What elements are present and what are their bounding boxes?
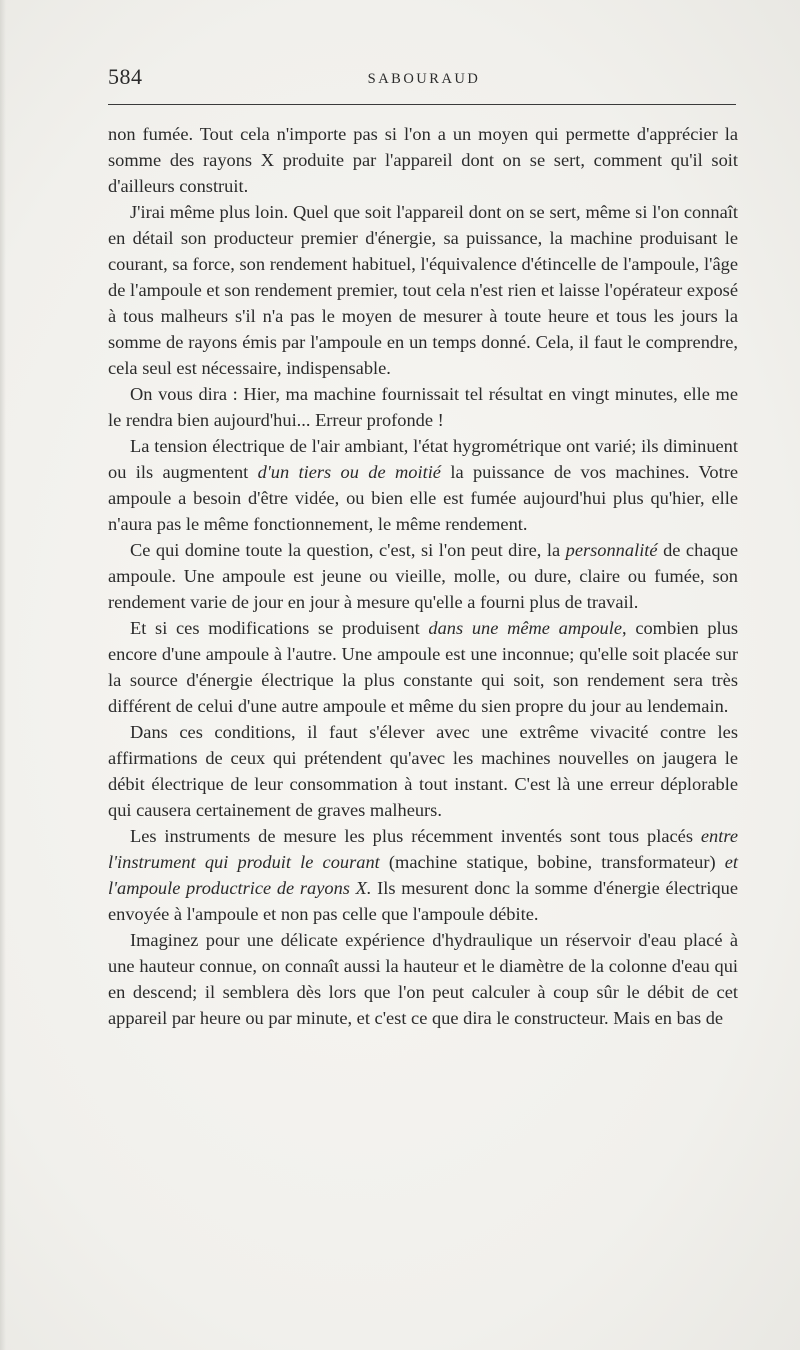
paragraph [108, 823, 738, 927]
paragraph [108, 381, 738, 433]
text-run: Dans ces conditions, il faut s'élever avec une extrême vivacité contre les affirmations de ceux qui prétendent qu'avec les machines nouvelles on jaugera le débit électrique de leur consommation à tout instant. C'est là une erreur déplorable qui causera certainement de graves malheurs. [108, 722, 738, 820]
paragraph [108, 121, 738, 199]
text-run: Imaginez pour une délicate expérience d'hydraulique un réservoir d'eau placé à une hauteur connue, on connaît aussi la hauteur et le diamètre de la colonne d'eau qui en descend; il semblera dès lors que l'on peut calculer à coup sûr le débit de cet appareil par heure ou par minute, et c'est ce que dira le constructeur. Mais en bas de [108, 930, 738, 1028]
text-run: , combien plus encore d'une ampoule à l'autre. Une ampoule est une inconnue; qu'elle soit placée sur la source d'énergie électrique la plus constante qui soit, son rendement sera très différent de celui d'une autre ampoule et même du sien propre du jour au lendemain. [108, 618, 738, 716]
text-run: On vous dira : Hier, ma machine fournissait tel résultat en vingt minutes, elle me le rendra bien aujourd'hui... Erreur profonde ! [108, 384, 738, 430]
text-run: (machine statique, bobine, transformateur) [379, 852, 725, 872]
text-run: La tension électrique de l'air ambiant, l'état hygrométrique ont varié; ils diminuent ou ils augmentent [108, 436, 738, 482]
text-run: Ils mesurent donc la somme d'énergie électrique envoyée à l'ampoule et non pas celle que l'ampoule débite. [108, 878, 738, 924]
text-run: Ce qui domine toute la question, c'est, si l'on peut dire, la [130, 540, 566, 560]
paragraph [108, 199, 738, 381]
text-run: la puissance de vos machines. Votre ampoule a besoin d'être vidée, ou bien elle est fumée aujourd'hui plus qu'hier, elle n'aura pas le même fonctionnement, le même rendement. [108, 462, 738, 534]
text-run: non fumée. Tout cela n'importe pas si l'on a un moyen qui permette d'apprécier la somme des rayons X produite par l'appareil dont on se sert, comment qu'il soit d'ailleurs construit. [108, 124, 738, 196]
paragraph [108, 615, 738, 719]
body-text [108, 121, 738, 1031]
italic-phrase: et l'ampoule productrice de rayons X. [108, 852, 738, 898]
text-run: Les instruments de mesure les plus récemment inventés sont tous placés [130, 826, 701, 846]
paragraph [108, 927, 738, 1031]
page-number: 584 [108, 64, 143, 89]
italic-phrase: dans une même ampoule [428, 618, 623, 638]
paragraph [108, 719, 738, 823]
page-header [108, 64, 740, 94]
header-rule [108, 104, 736, 105]
text-run: J'irai même plus loin. Quel que soit l'appareil dont on se sert, même si l'on connaît en détail son producteur premier d'énergie, sa puissance, la machine produisant le courant, sa force, son rendement habituel, l'équivalence d'étincelle de l'ampoule, l'âge de l'ampoule et son rendement premier, tout cela n'est rien et laisse l'opérateur exposé à tous malheurs s'il n'a pas le moyen de mesurer à toute heure et tous les jours la somme de rayons émis par l'ampoule en un temps donné. Cela, il faut le comprendre, cela seul est nécessaire, indispensable. [108, 202, 738, 378]
page-edge-shadow [0, 0, 6, 1350]
text-run: de chaque ampoule. Une ampoule est jeune ou vieille, molle, ou dure, claire ou fumée, son rendement varie de jour en jour à mesure qu'elle a fourni plus de travail. [108, 540, 738, 612]
italic-phrase: entre l'instrument qui produit le courant [108, 826, 738, 872]
italic-phrase: d'un tiers ou de moitié [257, 462, 441, 482]
paragraph [108, 433, 738, 537]
text-run: Et si ces modifications se produisent [130, 618, 429, 638]
paragraph [108, 537, 738, 615]
italic-phrase: personnalité [565, 540, 658, 560]
running-head: SABOURAUD [367, 71, 481, 87]
